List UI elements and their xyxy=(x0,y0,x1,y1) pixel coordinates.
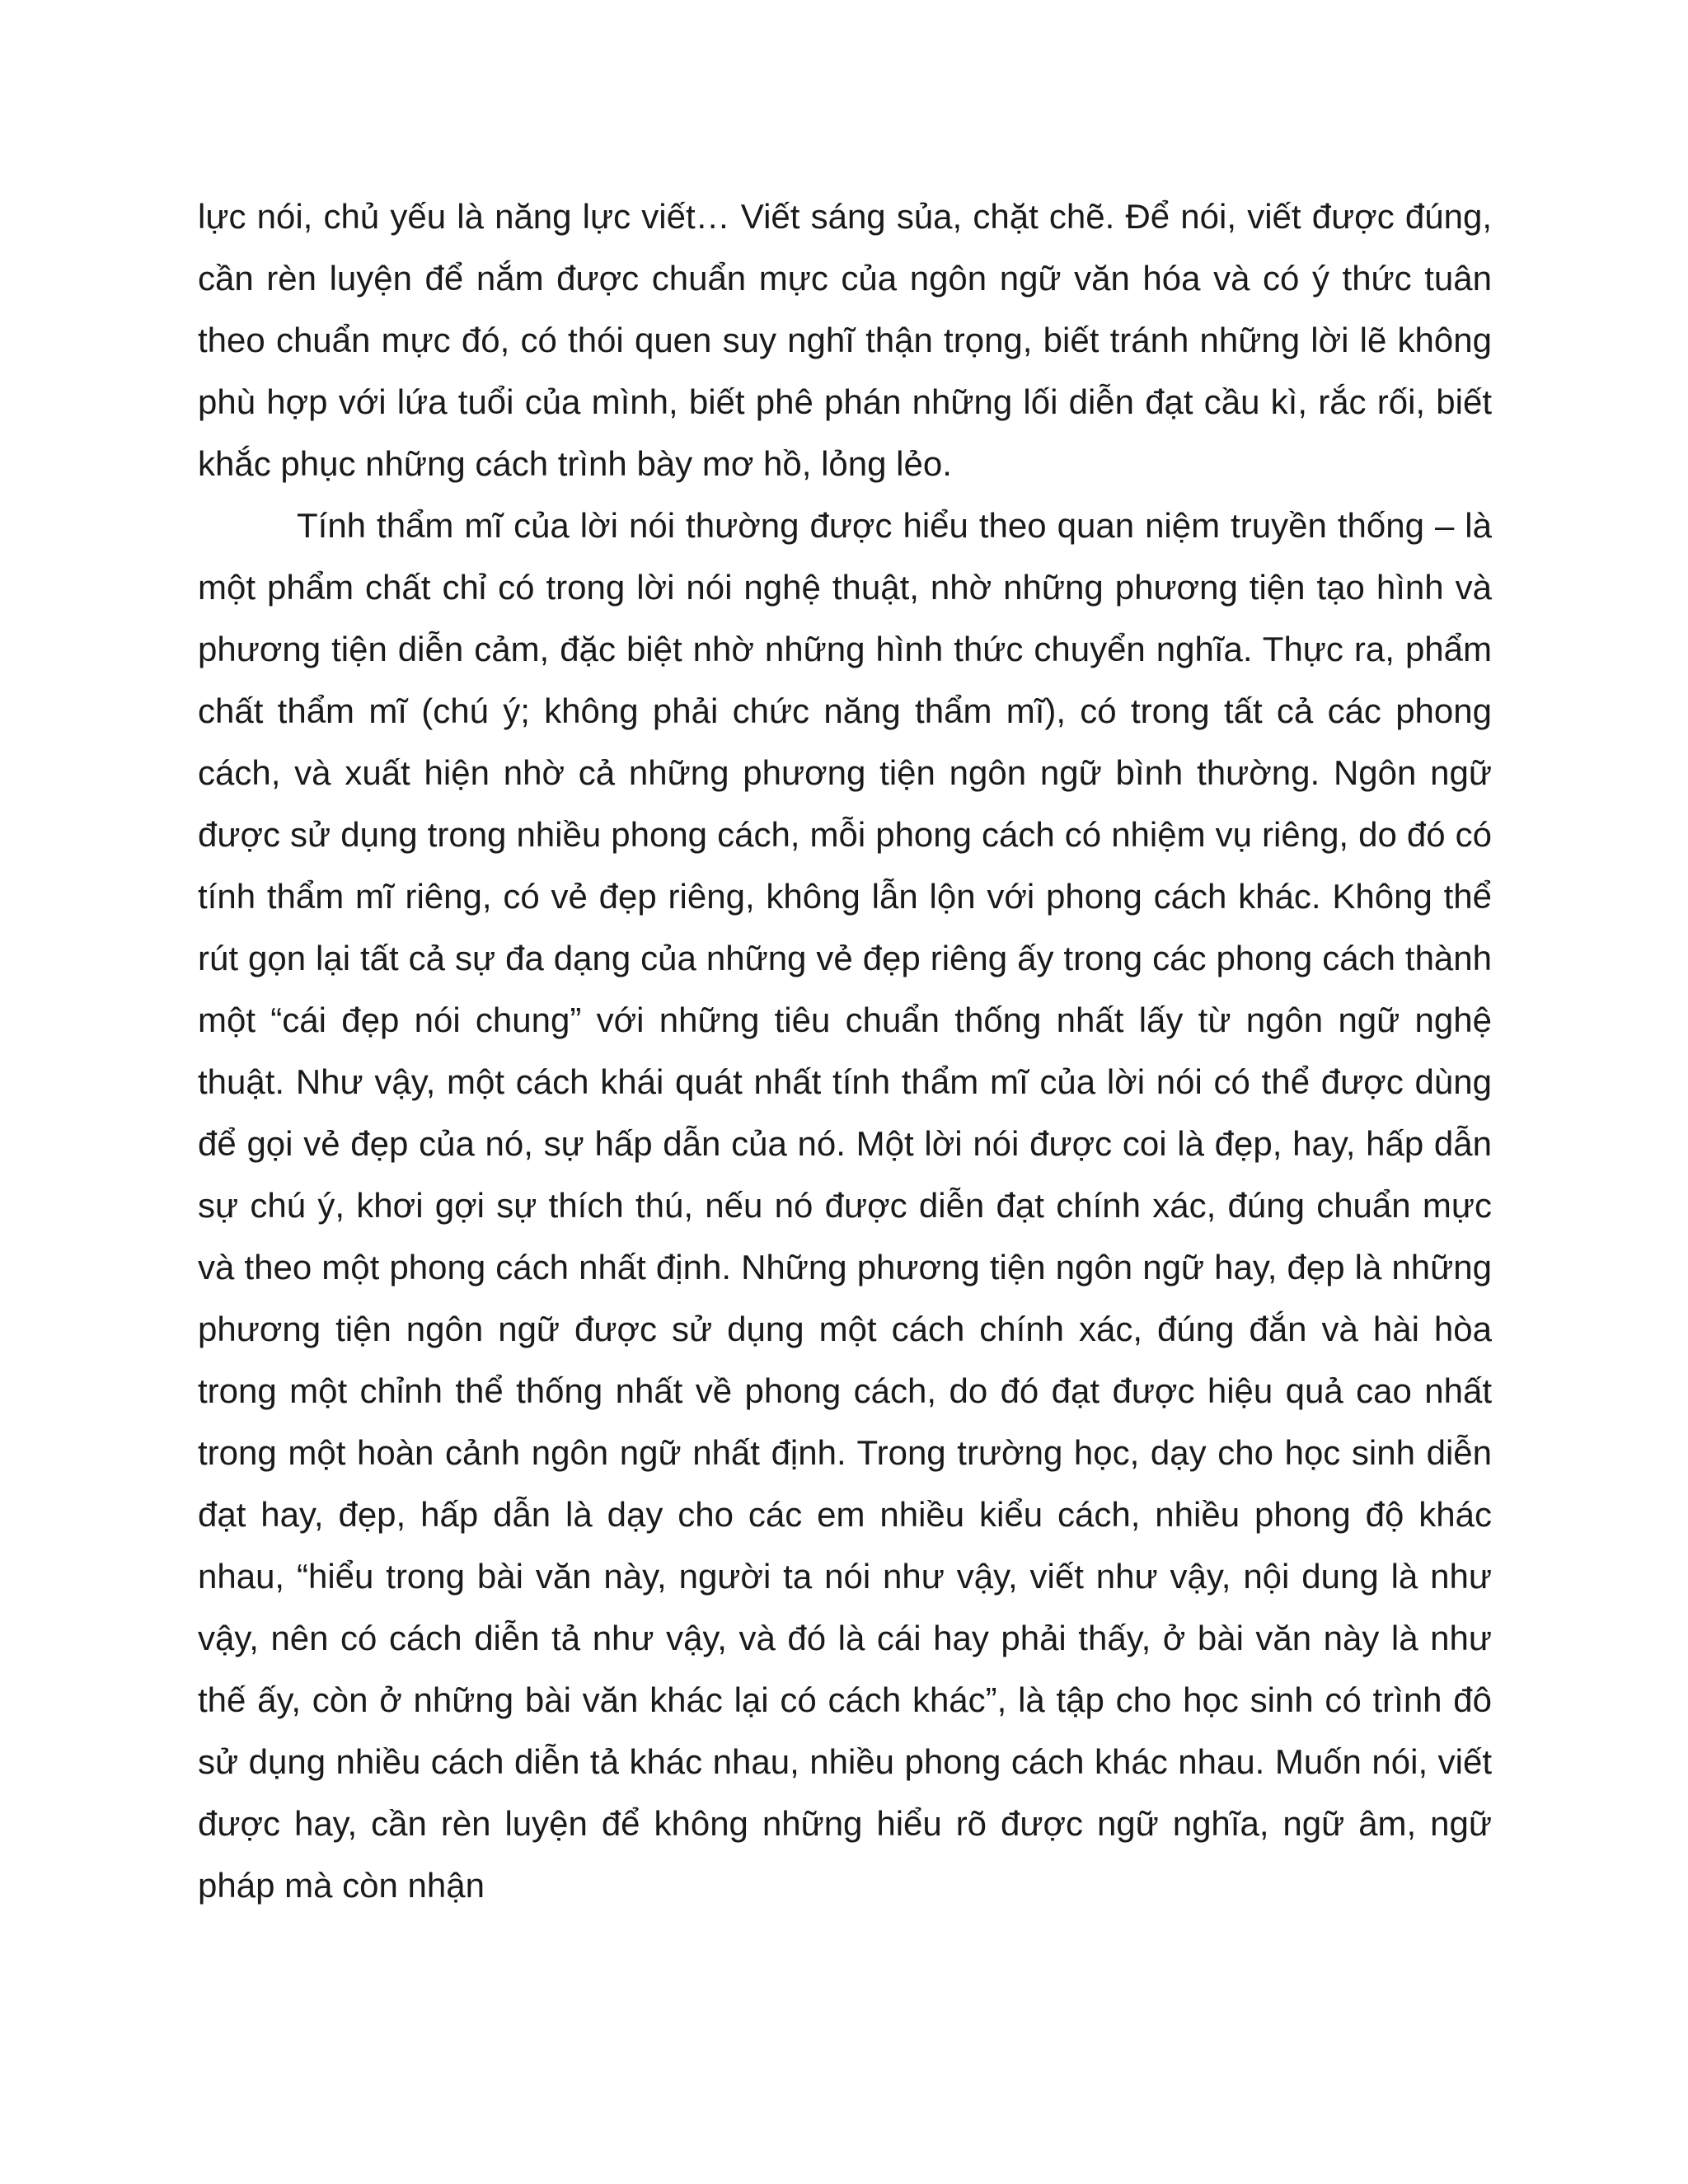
body-text xyxy=(198,185,1492,1916)
paragraph-aesthetic-quality: Tính thẩm mĩ của lời nói thường được hiểu theo quan niệm truyền thống – là một phẩm chất chỉ có trong lời nói nghệ thuật, nhờ những phương tiện tạo hình và phương tiện diễn cảm, đặc biệt nhờ những hình thức chuyển nghĩa. Thực ra, phẩm chất thẩm mĩ (chú ý; không phải chức năng thẩm mĩ), có trong tất cả các phong cách, và xuất hiện nhờ cả những phương tiện ngôn ngữ bình thường. Ngôn ngữ được sử dụng trong nhiều phong cách, mỗi phong cách có nhiệm vụ riêng, do đó có tính thẩm mĩ riêng, có vẻ đẹp riêng, không lẫn lộn với phong cách khác. Không thể rút gọn lại tất cả sự đa dạng của những vẻ đẹp riêng ấy trong các phong cách thành một “cái đẹp nói chung” với những tiêu chuẩn thống nhất lấy từ ngôn ngữ nghệ thuật. Như vậy, một cách khái quát nhất tính thẩm mĩ của lời nói có thể được dùng để gọi vẻ đẹp của nó, sự hấp dẫn của nó. Một lời nói được coi là đẹp, hay, hấp dẫn sự chú ý, khơi gợi sự thích thú, nếu nó được diễn đạt chính xác, đúng chuẩn mực và theo một phong cách nhất định. Những phương tiện ngôn ngữ hay, đẹp là những phương tiện ngôn ngữ được sử dụng một cách chính xác, đúng đắn và hài hòa trong một chỉnh thể thống nhất về phong cách, do đó đạt được hiệu quả cao nhất trong một hoàn cảnh ngôn ngữ nhất định. Trong trường học, dạy cho học sinh diễn đạt hay, đẹp, hấp dẫn là dạy cho các em nhiều kiểu cách, nhiều phong độ khác nhau, “hiểu trong bài văn này, người ta nói như vậy, viết như vậy, nội dung là như vậy, nên có cách diễn tả như vậy, và đó là cái hay phải thấy, ở bài văn này là như thế ấy, còn ở những bài văn khác lại có cách khác”, là tập cho học sinh có trình đô sử dụng nhiều cách diễn tả khác nhau, nhiều phong cách khác nhau. Muốn nói, viết được hay, cần rèn luyện để không những hiểu rõ được ngữ nghĩa, ngữ âm, ngữ pháp mà còn nhận xyxy=(198,506,1492,1905)
paragraph-continuation: lực nói, chủ yếu là năng lực viết… Viết sáng sủa, chặt chẽ. Để nói, viết được đúng, cần rèn luyện để nắm được chuẩn mực của ngôn ngữ văn hóa và có ý thức tuân theo chuẩn mực đó, có thói quen suy nghĩ thận trọng, biết tránh những lời lẽ không phù hợp với lứa tuổi của mình, biết phê phán những lối diễn đạt cầu kì, rắc rối, biết khắc phục những cách trình bày mơ hồ, lỏng lẻo. xyxy=(198,197,1492,483)
